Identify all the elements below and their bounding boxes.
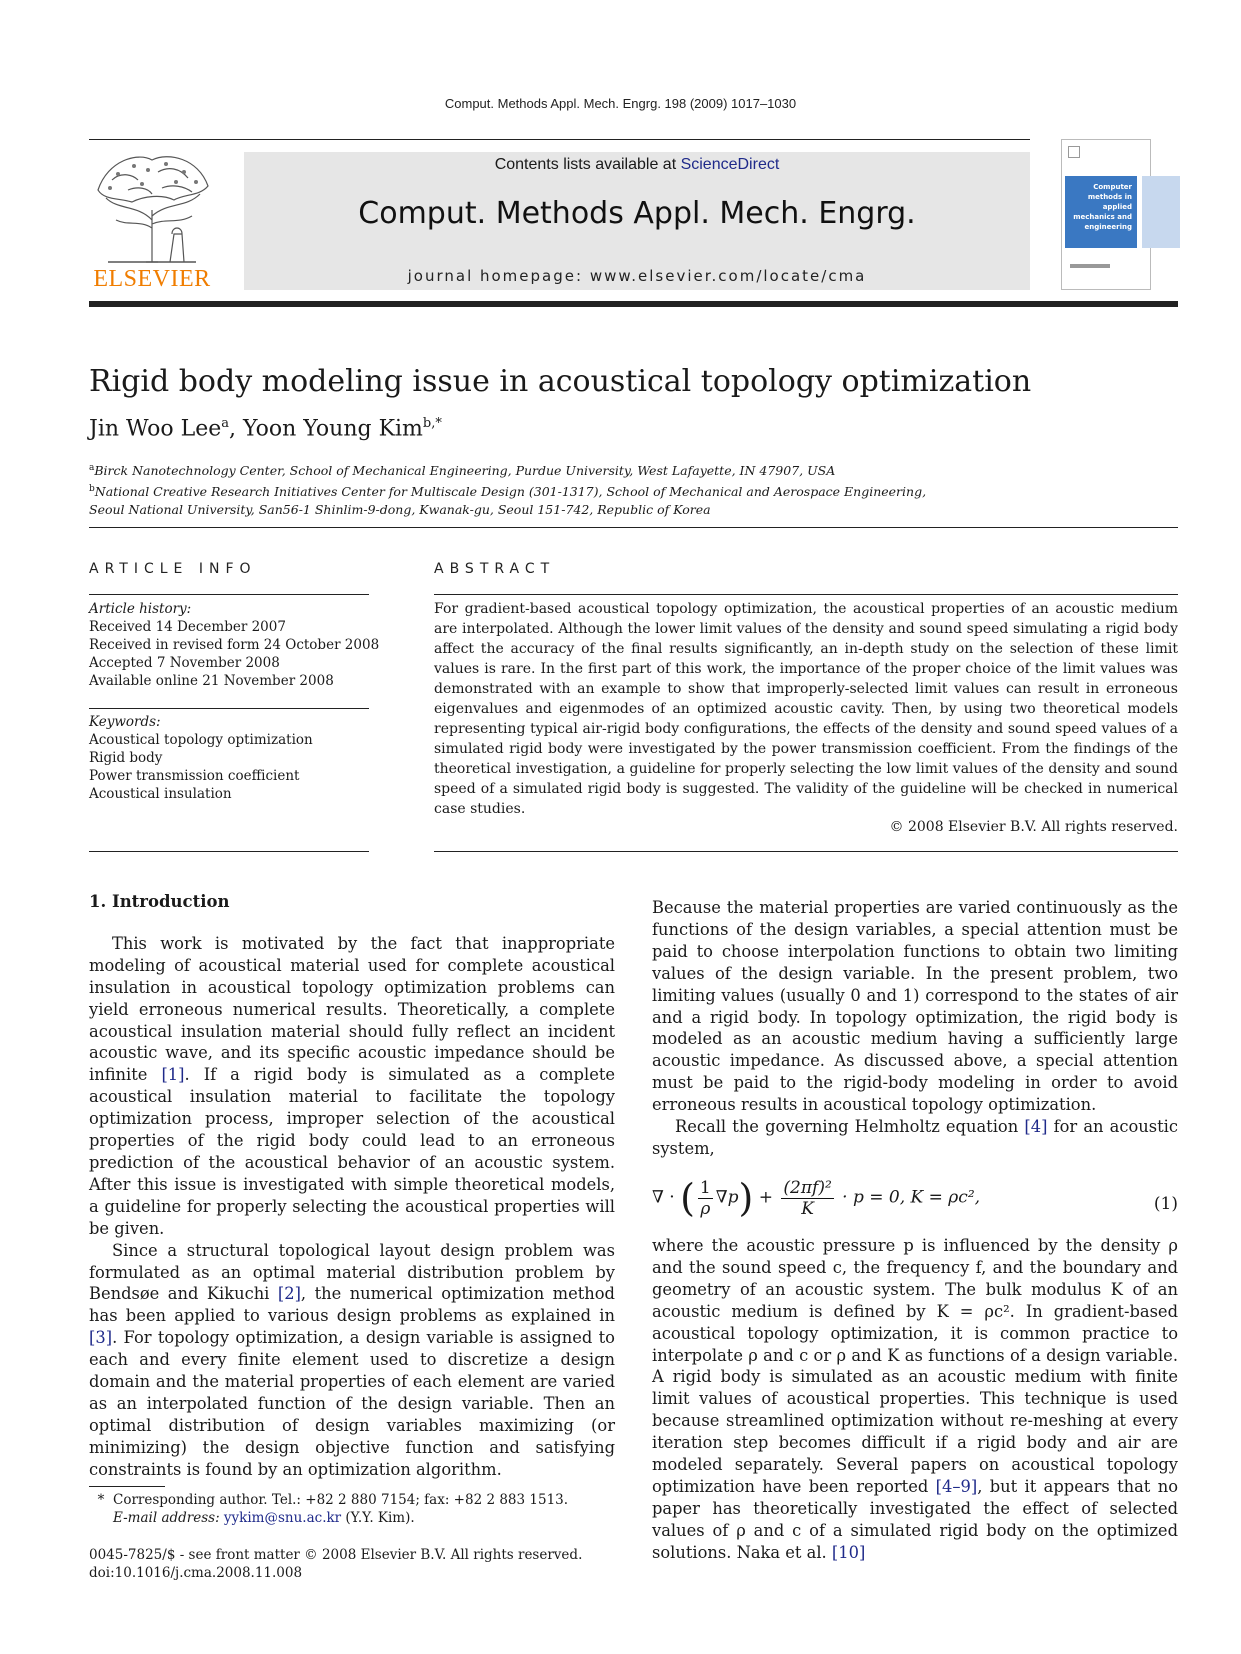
keywords-rule (89, 708, 369, 709)
reference-link[interactable]: [10] (831, 1542, 866, 1562)
contents-available-line (244, 152, 1030, 174)
contents-prefix: Contents lists available at (494, 156, 681, 173)
email-label: E-mail address: (113, 1510, 224, 1526)
article-history-label: Article history: (89, 601, 192, 617)
affiliation-item (89, 480, 926, 501)
author-name[interactable]: Jin Woo Lee (89, 416, 222, 442)
corresponding-author-footnote (89, 1491, 568, 1527)
fraction-denominator: ρ (700, 1198, 711, 1219)
affiliation-text: National Creative Research Initiatives Center for Multiscale Design (301-1317), School of Mechanical and Aerospace Engineering, (94, 484, 927, 500)
journal-homepage-line (244, 267, 1030, 285)
equation-number: (1) (1153, 1194, 1178, 1214)
paragraph-text: This work is motivated by the fact that inappropriate modeling of acoustical material used for complete acoustical insulation in acoustical topology optimization problems can yield erroneous numerical results. Theoretically, a complete acoustical insulation material should fully reflect an incident acoustic wave, and its specific acoustic impedance should be infinite (89, 933, 615, 1085)
equation-paren: ) (738, 1176, 754, 1220)
history-item: Accepted 7 November 2008 (89, 655, 280, 671)
paragraph-text: Since a structural topological layout design problem was formulated as an optimal material distribution problem by Bendsøe and Kikuchi (89, 1240, 615, 1304)
abstract-bottom-rule (434, 851, 1178, 852)
body-column-right-continued (652, 1235, 1178, 1564)
section-heading-introduction: 1. Introduction (89, 892, 230, 911)
article-info-bottom-rule (89, 851, 369, 852)
equation-fraction (781, 1178, 833, 1219)
body-paragraph (652, 1235, 1178, 1564)
equation-operator: + (753, 1187, 779, 1208)
article-info-heading: ARTICLE INFO (89, 561, 257, 577)
cover-emblem-icon (1068, 146, 1080, 158)
affiliation-text: Seoul National University, San56-1 Shinlim-9-dong, Kwanak-gu, Seoul 151-742, Republic of Korea (89, 502, 711, 518)
equation-fraction (698, 1178, 713, 1219)
keyword-item[interactable]: Acoustical topology optimization (89, 732, 313, 748)
abstract-rule (434, 594, 1178, 595)
keyword-item[interactable]: Rigid body (89, 750, 163, 766)
reference-link[interactable]: [3] (89, 1328, 113, 1348)
abstract-text: For gradient-based acoustical topology optimization, the acoustical properties of an acoustic medium are interpolated. Although the lower limit values of the density and sound speed simulating a rigid body affect the accuracy of the final results significantly, an in-depth study on the selection of these limit values is rare. In the first part of this work, the importance of the proper choice of the limit values was demonstrated with an example to show that improperly-selected limit values can result in erroneous eigenvalues and eigenmodes of an optimized acoustic cavity. Then, by using two theoretical models representing typical air-rigid body configurations, the effects of the density and sound speed values of a simulated rigid body were investigated by the power transmission coefficient. From the findings of the theoretical investigation, a guideline for properly selecting the low limit values of the density and sound speed of a simulated rigid body is suggested. The validity of the guideline will be checked in numerical case studies. (434, 601, 1178, 817)
fraction-numerator: (2πf)² (783, 1177, 832, 1198)
keywords-block (89, 713, 313, 803)
footnote-marker: * (97, 1492, 105, 1508)
body-paragraph (89, 1240, 615, 1481)
equation-tail: · p = 0, K = ρc², (836, 1187, 981, 1208)
email-suffix: (Y.Y. Kim). (341, 1510, 415, 1526)
paragraph-text: , the numerical optimization method has been applied to various design problems as explained in (89, 1284, 615, 1326)
fraction-numerator: 1 (699, 1177, 711, 1198)
affiliation-marker: b (89, 484, 95, 495)
reference-link[interactable]: [2] (277, 1284, 301, 1304)
cover-title-text: Computer methods in applied mechanics and engineering (1073, 183, 1132, 231)
header-thick-rule (89, 301, 1178, 307)
paper-title: Rigid body modeling issue in acoustical topology optimization (89, 364, 1032, 399)
body-paragraph (89, 933, 615, 1240)
keyword-item[interactable]: Power transmission coefficient (89, 768, 300, 784)
equation-operator: ∇ · (652, 1187, 681, 1208)
paragraph-text: Recall the governing Helmholtz equation (675, 1117, 1025, 1137)
homepage-link[interactable]: www.elsevier.com/locate/cma (589, 267, 867, 285)
history-item: Received 14 December 2007 (89, 619, 286, 635)
journal-cover-thumbnail[interactable] (1061, 139, 1151, 290)
doi-line[interactable]: doi:10.1016/j.cma.2008.11.008 (89, 1565, 303, 1581)
affiliation-item (89, 501, 926, 519)
history-item: Available online 21 November 2008 (89, 673, 334, 689)
affiliation-item (89, 459, 926, 480)
elsevier-tree-icon (88, 150, 216, 264)
body-column-left (89, 891, 615, 1481)
elsevier-wordmark: ELSEVIER (93, 266, 211, 292)
paragraph-text: . For topology optimization, a design variable is assigned to each and every finite element used to discretize a design domain and the material properties of each element are varied as an interpolated function of the design variable. Then an optimal distribution of design variables maximizing (or minimizing) the design objective function and satisfying constraints is found by an optimization algorithm. (89, 1328, 615, 1479)
paragraph-text: where the acoustic pressure p is influenced by the density ρ and the sound speed c, the frequency f, and the boundary and geometry of an acoustic system. The bulk modulus K of an acoustic medium is defined by K = ρc². In gradient-based acoustical topology optimization, it is common practice to interpolate ρ and c or ρ and K as functions of a design variable. A rigid body is simulated as an acoustic medium with finite limit values of acoustical properties. This technique is used because streamlined optimization without re-meshing at every iteration step becomes difficult if a rigid body and air are modeled separately. Several papers on acoustical topology optimization have been reported (652, 1236, 1178, 1496)
affiliation-list (89, 459, 926, 519)
history-item: Received in revised form 24 October 2008 (89, 637, 380, 653)
reference-link[interactable]: [4–9] (935, 1476, 978, 1496)
equation-body (652, 1176, 980, 1220)
journal-title: Comput. Methods Appl. Mech. Engrg. (358, 196, 916, 231)
title-bottom-rule (89, 527, 1178, 528)
sciencedirect-link[interactable]: ScienceDirect (680, 156, 780, 173)
keywords-label: Keywords: (89, 714, 161, 730)
cover-footer-mark (1070, 264, 1110, 268)
paragraph-text: . If a rigid body is simulated as a complete acoustical insulation material to facilitate the topology optimization process, improper selection of the acoustical properties of the rigid body could lead to an erroneous prediction of the acoustical behavior of an acoustic system. After this issue is investigated with simple theoretical models, a guideline for properly selecting the acoustical properties will be given. (89, 1065, 616, 1238)
abstract-copyright: © 2008 Elsevier B.V. All rights reserved. (889, 819, 1178, 835)
footnote-rule (89, 1486, 165, 1487)
fraction-denominator: K (801, 1198, 814, 1219)
affiliation-marker: a (89, 463, 95, 473)
paragraph-text: for an acoustic system, (652, 1117, 1179, 1158)
top-rule (89, 139, 1030, 140)
keyword-item[interactable]: Acoustical insulation (89, 786, 232, 802)
author-list: Jin Woo Lee$^a$, Yoon Young Kim$^{b,*}$ (89, 416, 442, 442)
body-paragraph (652, 1116, 1178, 1160)
author-affiliation-marker: a (221, 416, 230, 431)
article-history (89, 600, 379, 690)
reference-link[interactable]: [4] (1024, 1117, 1048, 1137)
author-name[interactable]: Yoon Young Kim (243, 416, 423, 442)
journal-citation-line: Comput. Methods Appl. Mech. Engrg. 198 (2009) 1017–1030 (444, 96, 797, 111)
body-paragraph: Because the material properties are varied continuously as the functions of the design variables, a special attention must be paid to choose interpolation functions to obtain two limiting values of the design variable. In the present problem, two limiting values (usually 0 and 1) correspond to the states of air and a rigid body. In topology optimization, the rigid body is modeled as an acoustic medium having a sufficiently large acoustic impedance. As discussed above, a special attention must be paid to the rigid-body modeling in order to avoid erroneous results in acoustical topology optimization. (652, 898, 1178, 1115)
author-email-link[interactable]: yykim@snu.ac.kr (223, 1510, 342, 1526)
article-info-rule (89, 594, 369, 595)
elsevier-logo[interactable] (88, 150, 216, 290)
abstract-heading: ABSTRACT (434, 561, 556, 577)
footnote-contact: Corresponding author. Tel.: +82 2 880 7154; fax: +82 2 883 1513. (113, 1492, 569, 1508)
reference-link[interactable]: [1] (161, 1065, 185, 1085)
body-column-right (652, 897, 1178, 1160)
cover-light-block (1142, 176, 1180, 248)
equation-paren: ( (680, 1176, 695, 1220)
journal-header-band (244, 152, 1030, 290)
affiliation-text: Birck Nanotechnology Center, School of Mechanical Engineering, Purdue University, West Lafayette, IN 47907, USA (94, 463, 836, 479)
issn-line: 0045-7825/$ - see front matter © 2008 Elsevier B.V. All rights reserved. (89, 1547, 583, 1563)
homepage-prefix: journal homepage: (407, 267, 590, 285)
equation-gradient: ∇p (715, 1187, 739, 1208)
publication-footer (89, 1546, 582, 1582)
author-affiliation-marker: b,* (422, 416, 442, 431)
paragraph-text: , but it appears that no paper has theoretically investigated the effect of selected values of ρ and c of a simulated rigid body on the optimized solutions. Naka et al. (652, 1476, 1178, 1562)
equation-helmholtz (652, 1176, 1178, 1232)
